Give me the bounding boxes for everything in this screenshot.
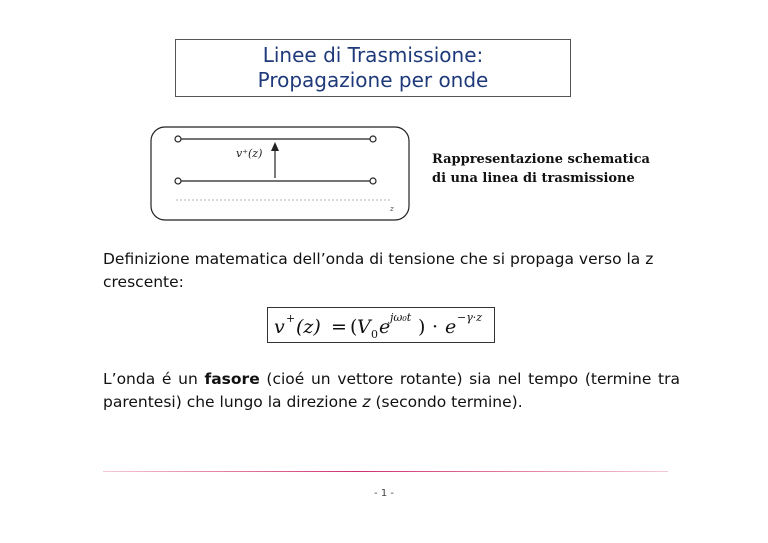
diagram-caption xyxy=(432,150,650,188)
formula-V: V xyxy=(357,316,371,338)
formula-dot: · xyxy=(432,316,439,338)
formula-e2: e xyxy=(445,316,457,338)
footer-divider xyxy=(103,471,668,472)
lower-right-terminal xyxy=(370,178,376,184)
upper-right-terminal xyxy=(370,136,376,142)
paragraph-part-1: L’onda é un xyxy=(103,370,205,388)
upper-left-terminal xyxy=(175,136,181,142)
paragraph-italic-z: z xyxy=(362,393,371,411)
transmission-line-diagram xyxy=(150,126,410,222)
formula-lhs-sup: + xyxy=(286,312,296,325)
explanation-paragraph xyxy=(103,368,680,414)
voltage-label: v⁺(z) xyxy=(236,147,263,160)
caption-line-2: di una linea di trasmissione xyxy=(432,171,635,186)
formula-open-paren: ( xyxy=(350,316,358,338)
lower-left-terminal xyxy=(175,178,181,184)
formula-box xyxy=(267,307,495,343)
formula-lhs: v xyxy=(274,316,285,338)
formula-e1-sup: jω₀t xyxy=(390,311,412,324)
formula-e1: e xyxy=(379,316,391,338)
formula-close-paren: ) xyxy=(418,316,426,338)
paragraph-bold-term: fasore xyxy=(204,370,260,388)
formula-arg: (z) xyxy=(296,316,321,338)
caption-line-1: Rappresentazione schematica xyxy=(432,152,650,167)
voltage-arrow-head xyxy=(271,142,279,151)
page-number: - 1 - xyxy=(374,488,394,499)
title-line-2: Propagazione per onde xyxy=(257,68,489,92)
voltage-wave-formula xyxy=(268,308,496,344)
formula-equals: = xyxy=(331,316,347,338)
definition-text: Definizione matematica dell’onda di tensione che si propaga verso la z crescente: xyxy=(103,250,654,291)
paragraph-part-3: (secondo termine). xyxy=(370,393,523,411)
title-box xyxy=(175,39,571,97)
formula-e2-sup: −γ·z xyxy=(457,311,483,324)
formula-V-sub: 0 xyxy=(371,328,378,341)
paragraph-part-2: (cioé un vettore rotante) sia nel tempo (termine tra parentesi) che lungo la direzione xyxy=(103,370,681,411)
title-line-1: Linee di Trasmissione: xyxy=(262,43,484,67)
z-axis-label: z xyxy=(390,205,394,213)
